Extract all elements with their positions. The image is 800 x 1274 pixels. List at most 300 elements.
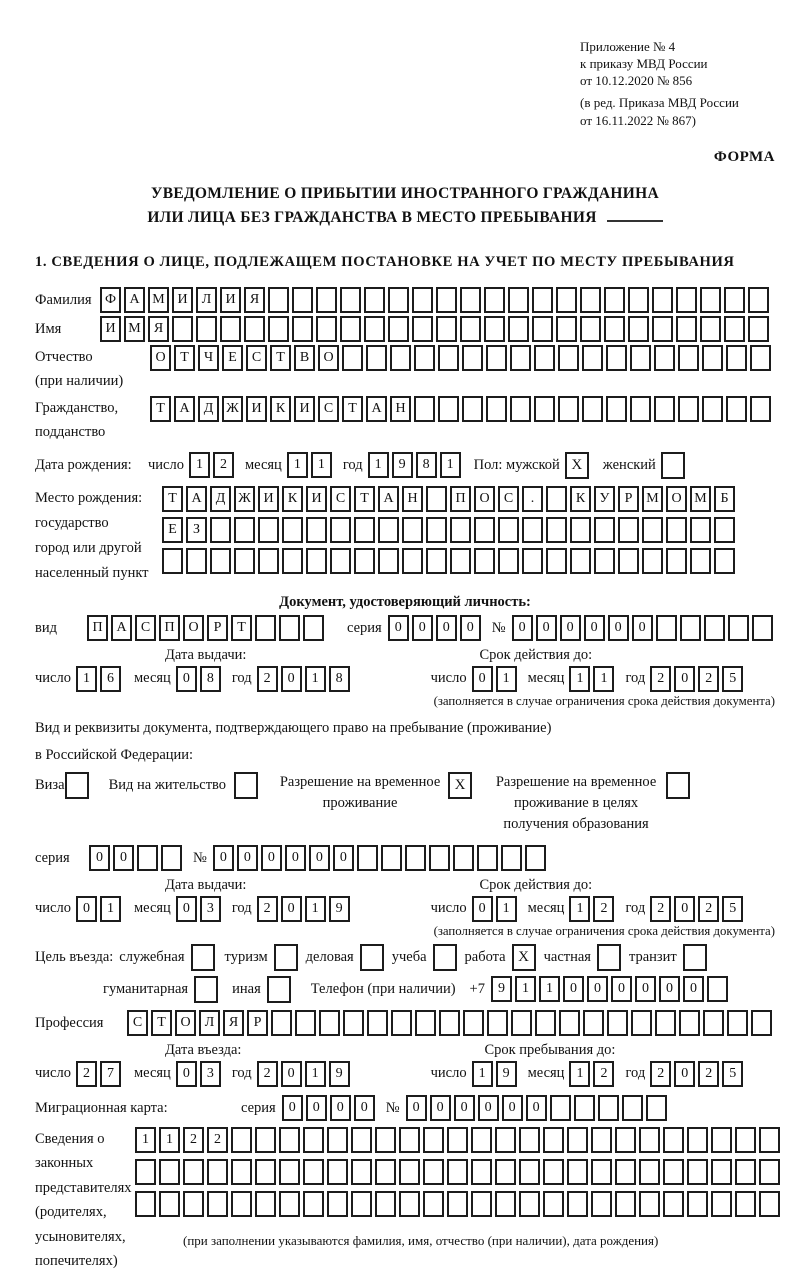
char-cell[interactable]: М bbox=[148, 287, 169, 313]
char-cell[interactable] bbox=[646, 1095, 667, 1121]
char-cell[interactable] bbox=[231, 1191, 252, 1217]
char-cell[interactable] bbox=[364, 287, 385, 313]
char-cell[interactable]: 1 bbox=[159, 1127, 180, 1153]
char-cell[interactable] bbox=[378, 548, 399, 574]
char-cell[interactable] bbox=[735, 1127, 756, 1153]
char-cell[interactable] bbox=[594, 517, 615, 543]
char-cell[interactable]: 0 bbox=[213, 845, 234, 871]
temp-residence-checkbox[interactable]: X bbox=[448, 772, 472, 799]
char-cell[interactable] bbox=[750, 396, 771, 422]
char-cell[interactable] bbox=[666, 517, 687, 543]
char-cell[interactable] bbox=[582, 345, 603, 371]
char-cell[interactable]: 2 bbox=[183, 1127, 204, 1153]
char-cell[interactable]: И bbox=[220, 287, 241, 313]
char-cell[interactable] bbox=[556, 287, 577, 313]
char-cell[interactable]: 9 bbox=[329, 1061, 350, 1087]
char-cell[interactable] bbox=[700, 287, 721, 313]
char-cell[interactable] bbox=[546, 517, 567, 543]
char-cell[interactable] bbox=[388, 316, 409, 342]
char-cell[interactable]: И bbox=[306, 486, 327, 512]
char-cell[interactable] bbox=[567, 1191, 588, 1217]
char-cell[interactable] bbox=[453, 845, 474, 871]
char-cell[interactable]: 0 bbox=[478, 1095, 499, 1121]
char-cell[interactable] bbox=[532, 316, 553, 342]
char-cell[interactable] bbox=[759, 1127, 780, 1153]
char-cell[interactable] bbox=[279, 1191, 300, 1217]
char-cell[interactable] bbox=[639, 1191, 660, 1217]
char-cell[interactable] bbox=[550, 1095, 571, 1121]
char-cell[interactable] bbox=[340, 316, 361, 342]
char-cell[interactable]: 0 bbox=[587, 976, 608, 1002]
char-cell[interactable]: В bbox=[294, 345, 315, 371]
char-cell[interactable]: И bbox=[172, 287, 193, 313]
char-cell[interactable]: 0 bbox=[176, 666, 197, 692]
char-cell[interactable] bbox=[583, 1010, 604, 1036]
stay-day[interactable] bbox=[472, 1061, 520, 1087]
char-cell[interactable] bbox=[423, 1191, 444, 1217]
char-cell[interactable]: И bbox=[100, 316, 121, 342]
char-cell[interactable]: 1 bbox=[496, 666, 517, 692]
birthplace-cells-row1[interactable] bbox=[162, 486, 738, 512]
representatives-cells-row1[interactable] bbox=[135, 1127, 783, 1153]
char-cell[interactable] bbox=[704, 615, 725, 641]
migration-series-cells[interactable] bbox=[282, 1095, 378, 1121]
char-cell[interactable] bbox=[484, 287, 505, 313]
char-cell[interactable]: 1 bbox=[305, 1061, 326, 1087]
char-cell[interactable] bbox=[556, 316, 577, 342]
char-cell[interactable]: Т bbox=[150, 396, 171, 422]
char-cell[interactable]: Л bbox=[199, 1010, 220, 1036]
char-cell[interactable]: 1 bbox=[305, 666, 326, 692]
char-cell[interactable]: 0 bbox=[632, 615, 653, 641]
char-cell[interactable]: 9 bbox=[329, 896, 350, 922]
res-valid-month[interactable] bbox=[569, 896, 617, 922]
char-cell[interactable]: 8 bbox=[329, 666, 350, 692]
char-cell[interactable] bbox=[495, 1191, 516, 1217]
char-cell[interactable]: К bbox=[282, 486, 303, 512]
char-cell[interactable]: 1 bbox=[539, 976, 560, 1002]
id-issue-day[interactable] bbox=[76, 666, 124, 692]
char-cell[interactable] bbox=[642, 517, 663, 543]
char-cell[interactable] bbox=[759, 1159, 780, 1185]
char-cell[interactable]: 0 bbox=[472, 896, 493, 922]
char-cell[interactable] bbox=[690, 548, 711, 574]
char-cell[interactable]: 0 bbox=[436, 615, 457, 641]
char-cell[interactable]: О bbox=[175, 1010, 196, 1036]
char-cell[interactable]: 1 bbox=[496, 896, 517, 922]
char-cell[interactable] bbox=[546, 486, 567, 512]
char-cell[interactable] bbox=[511, 1010, 532, 1036]
char-cell[interactable] bbox=[319, 1010, 340, 1036]
char-cell[interactable] bbox=[558, 396, 579, 422]
char-cell[interactable] bbox=[487, 1010, 508, 1036]
char-cell[interactable] bbox=[306, 548, 327, 574]
char-cell[interactable] bbox=[447, 1191, 468, 1217]
purpose-official-checkbox[interactable] bbox=[191, 944, 215, 971]
char-cell[interactable] bbox=[303, 1191, 324, 1217]
char-cell[interactable]: Н bbox=[402, 486, 423, 512]
char-cell[interactable]: З bbox=[186, 517, 207, 543]
char-cell[interactable] bbox=[234, 548, 255, 574]
char-cell[interactable] bbox=[711, 1127, 732, 1153]
char-cell[interactable] bbox=[391, 1010, 412, 1036]
char-cell[interactable] bbox=[412, 287, 433, 313]
char-cell[interactable]: 2 bbox=[257, 896, 278, 922]
char-cell[interactable] bbox=[724, 287, 745, 313]
char-cell[interactable]: И bbox=[294, 396, 315, 422]
id-number-cells[interactable] bbox=[512, 615, 776, 641]
char-cell[interactable] bbox=[282, 548, 303, 574]
char-cell[interactable] bbox=[436, 287, 457, 313]
char-cell[interactable] bbox=[279, 1159, 300, 1185]
char-cell[interactable]: С bbox=[135, 615, 156, 641]
char-cell[interactable] bbox=[591, 1159, 612, 1185]
char-cell[interactable]: 0 bbox=[261, 845, 282, 871]
char-cell[interactable] bbox=[367, 1010, 388, 1036]
char-cell[interactable] bbox=[570, 517, 591, 543]
char-cell[interactable] bbox=[687, 1191, 708, 1217]
char-cell[interactable]: П bbox=[450, 486, 471, 512]
char-cell[interactable]: Я bbox=[244, 287, 265, 313]
char-cell[interactable]: 2 bbox=[76, 1061, 97, 1087]
purpose-business-checkbox[interactable] bbox=[360, 944, 384, 971]
char-cell[interactable]: 2 bbox=[698, 1061, 719, 1087]
char-cell[interactable] bbox=[687, 1159, 708, 1185]
char-cell[interactable]: П bbox=[87, 615, 108, 641]
char-cell[interactable] bbox=[366, 345, 387, 371]
char-cell[interactable] bbox=[244, 316, 265, 342]
char-cell[interactable] bbox=[447, 1127, 468, 1153]
char-cell[interactable]: 0 bbox=[611, 976, 632, 1002]
char-cell[interactable]: Я bbox=[223, 1010, 244, 1036]
char-cell[interactable]: О bbox=[183, 615, 204, 641]
entry-year[interactable] bbox=[257, 1061, 353, 1087]
char-cell[interactable]: 9 bbox=[496, 1061, 517, 1087]
char-cell[interactable] bbox=[474, 517, 495, 543]
char-cell[interactable] bbox=[522, 517, 543, 543]
char-cell[interactable]: 2 bbox=[213, 452, 234, 478]
char-cell[interactable] bbox=[390, 345, 411, 371]
char-cell[interactable]: 0 bbox=[536, 615, 557, 641]
char-cell[interactable]: 2 bbox=[698, 896, 719, 922]
char-cell[interactable]: О bbox=[318, 345, 339, 371]
char-cell[interactable] bbox=[258, 548, 279, 574]
char-cell[interactable] bbox=[316, 316, 337, 342]
purpose-private-checkbox[interactable] bbox=[597, 944, 621, 971]
char-cell[interactable]: 1 bbox=[368, 452, 389, 478]
char-cell[interactable]: Т bbox=[151, 1010, 172, 1036]
representatives-cells-row2[interactable] bbox=[135, 1159, 783, 1185]
char-cell[interactable]: 0 bbox=[281, 1061, 302, 1087]
birthplace-cells-row3[interactable] bbox=[162, 548, 738, 574]
char-cell[interactable] bbox=[735, 1159, 756, 1185]
char-cell[interactable] bbox=[357, 845, 378, 871]
char-cell[interactable]: К bbox=[270, 396, 291, 422]
char-cell[interactable]: 0 bbox=[282, 1095, 303, 1121]
char-cell[interactable]: 1 bbox=[440, 452, 461, 478]
char-cell[interactable] bbox=[375, 1127, 396, 1153]
res-issue-day[interactable] bbox=[76, 896, 124, 922]
entry-month[interactable] bbox=[176, 1061, 224, 1087]
char-cell[interactable] bbox=[330, 548, 351, 574]
char-cell[interactable] bbox=[292, 316, 313, 342]
char-cell[interactable]: 0 bbox=[560, 615, 581, 641]
char-cell[interactable] bbox=[580, 316, 601, 342]
char-cell[interactable] bbox=[519, 1191, 540, 1217]
char-cell[interactable] bbox=[591, 1127, 612, 1153]
char-cell[interactable] bbox=[439, 1010, 460, 1036]
char-cell[interactable] bbox=[750, 345, 771, 371]
char-cell[interactable]: 0 bbox=[454, 1095, 475, 1121]
char-cell[interactable] bbox=[474, 548, 495, 574]
char-cell[interactable] bbox=[652, 287, 673, 313]
char-cell[interactable] bbox=[268, 287, 289, 313]
char-cell[interactable] bbox=[495, 1159, 516, 1185]
char-cell[interactable]: 2 bbox=[593, 896, 614, 922]
char-cell[interactable] bbox=[255, 1159, 276, 1185]
char-cell[interactable] bbox=[748, 287, 769, 313]
id-issue-month[interactable] bbox=[176, 666, 224, 692]
char-cell[interactable]: Я bbox=[148, 316, 169, 342]
char-cell[interactable] bbox=[654, 396, 675, 422]
char-cell[interactable] bbox=[234, 517, 255, 543]
char-cell[interactable] bbox=[316, 287, 337, 313]
char-cell[interactable] bbox=[423, 1127, 444, 1153]
char-cell[interactable]: 1 bbox=[472, 1061, 493, 1087]
char-cell[interactable]: 2 bbox=[593, 1061, 614, 1087]
char-cell[interactable] bbox=[714, 517, 735, 543]
char-cell[interactable] bbox=[450, 517, 471, 543]
char-cell[interactable] bbox=[598, 1095, 619, 1121]
patronymic-cells[interactable] bbox=[150, 345, 774, 371]
char-cell[interactable] bbox=[423, 1159, 444, 1185]
char-cell[interactable] bbox=[231, 1127, 252, 1153]
char-cell[interactable]: А bbox=[111, 615, 132, 641]
char-cell[interactable] bbox=[525, 845, 546, 871]
char-cell[interactable] bbox=[558, 345, 579, 371]
char-cell[interactable]: С bbox=[330, 486, 351, 512]
res-issue-month[interactable] bbox=[176, 896, 224, 922]
char-cell[interactable] bbox=[161, 845, 182, 871]
char-cell[interactable] bbox=[255, 615, 276, 641]
char-cell[interactable] bbox=[618, 548, 639, 574]
char-cell[interactable] bbox=[724, 316, 745, 342]
char-cell[interactable] bbox=[354, 548, 375, 574]
residence-permit-checkbox[interactable] bbox=[234, 772, 258, 799]
char-cell[interactable]: 0 bbox=[460, 615, 481, 641]
char-cell[interactable] bbox=[402, 548, 423, 574]
char-cell[interactable] bbox=[351, 1159, 372, 1185]
char-cell[interactable] bbox=[306, 517, 327, 543]
char-cell[interactable]: 1 bbox=[189, 452, 210, 478]
char-cell[interactable] bbox=[135, 1191, 156, 1217]
char-cell[interactable]: 1 bbox=[593, 666, 614, 692]
char-cell[interactable] bbox=[207, 1159, 228, 1185]
char-cell[interactable] bbox=[343, 1010, 364, 1036]
char-cell[interactable]: А bbox=[174, 396, 195, 422]
char-cell[interactable] bbox=[327, 1127, 348, 1153]
purpose-transit-checkbox[interactable] bbox=[683, 944, 707, 971]
char-cell[interactable] bbox=[463, 1010, 484, 1036]
char-cell[interactable]: 0 bbox=[89, 845, 110, 871]
char-cell[interactable]: 3 bbox=[200, 1061, 221, 1087]
char-cell[interactable] bbox=[519, 1127, 540, 1153]
char-cell[interactable]: Т bbox=[270, 345, 291, 371]
char-cell[interactable] bbox=[462, 396, 483, 422]
char-cell[interactable]: 5 bbox=[722, 1061, 743, 1087]
char-cell[interactable] bbox=[495, 1127, 516, 1153]
char-cell[interactable] bbox=[622, 1095, 643, 1121]
purpose-other-checkbox[interactable] bbox=[267, 976, 291, 1003]
char-cell[interactable]: 2 bbox=[257, 1061, 278, 1087]
char-cell[interactable] bbox=[220, 316, 241, 342]
char-cell[interactable] bbox=[574, 1095, 595, 1121]
char-cell[interactable] bbox=[271, 1010, 292, 1036]
char-cell[interactable] bbox=[690, 517, 711, 543]
char-cell[interactable] bbox=[447, 1159, 468, 1185]
char-cell[interactable]: 2 bbox=[698, 666, 719, 692]
char-cell[interactable] bbox=[460, 316, 481, 342]
char-cell[interactable] bbox=[687, 1127, 708, 1153]
char-cell[interactable]: 0 bbox=[635, 976, 656, 1002]
char-cell[interactable]: 0 bbox=[285, 845, 306, 871]
id-valid-month[interactable] bbox=[569, 666, 617, 692]
purpose-tourism-checkbox[interactable] bbox=[274, 944, 298, 971]
char-cell[interactable]: 0 bbox=[306, 1095, 327, 1121]
surname-cells[interactable] bbox=[100, 287, 772, 313]
char-cell[interactable]: 0 bbox=[176, 896, 197, 922]
char-cell[interactable]: 0 bbox=[683, 976, 704, 1002]
char-cell[interactable] bbox=[268, 316, 289, 342]
char-cell[interactable]: О bbox=[150, 345, 171, 371]
char-cell[interactable]: 0 bbox=[388, 615, 409, 641]
residence-series-cells[interactable] bbox=[89, 845, 185, 871]
char-cell[interactable] bbox=[405, 845, 426, 871]
char-cell[interactable] bbox=[543, 1191, 564, 1217]
char-cell[interactable]: Р bbox=[207, 615, 228, 641]
representatives-cells-row3[interactable] bbox=[135, 1191, 783, 1217]
char-cell[interactable] bbox=[412, 316, 433, 342]
char-cell[interactable]: 0 bbox=[526, 1095, 547, 1121]
char-cell[interactable] bbox=[639, 1159, 660, 1185]
char-cell[interactable]: И bbox=[258, 486, 279, 512]
char-cell[interactable]: 0 bbox=[406, 1095, 427, 1121]
char-cell[interactable]: О bbox=[474, 486, 495, 512]
char-cell[interactable]: 0 bbox=[608, 615, 629, 641]
char-cell[interactable] bbox=[486, 396, 507, 422]
char-cell[interactable]: Р bbox=[618, 486, 639, 512]
char-cell[interactable]: 1 bbox=[76, 666, 97, 692]
char-cell[interactable] bbox=[295, 1010, 316, 1036]
char-cell[interactable]: М bbox=[690, 486, 711, 512]
char-cell[interactable]: 3 bbox=[200, 896, 221, 922]
char-cell[interactable] bbox=[656, 615, 677, 641]
char-cell[interactable] bbox=[714, 548, 735, 574]
char-cell[interactable] bbox=[159, 1191, 180, 1217]
char-cell[interactable] bbox=[354, 517, 375, 543]
char-cell[interactable] bbox=[702, 396, 723, 422]
char-cell[interactable]: 0 bbox=[354, 1095, 375, 1121]
purpose-humanitarian-checkbox[interactable] bbox=[194, 976, 218, 1003]
char-cell[interactable] bbox=[654, 345, 675, 371]
char-cell[interactable] bbox=[655, 1010, 676, 1036]
char-cell[interactable]: 0 bbox=[674, 666, 695, 692]
char-cell[interactable]: 0 bbox=[502, 1095, 523, 1121]
char-cell[interactable] bbox=[303, 1127, 324, 1153]
purpose-work-checkbox[interactable]: X bbox=[512, 944, 536, 971]
citizenship-cells[interactable] bbox=[150, 396, 774, 422]
res-valid-day[interactable] bbox=[472, 896, 520, 922]
char-cell[interactable] bbox=[426, 548, 447, 574]
char-cell[interactable] bbox=[351, 1127, 372, 1153]
char-cell[interactable] bbox=[751, 1010, 772, 1036]
char-cell[interactable] bbox=[279, 1127, 300, 1153]
char-cell[interactable]: Т bbox=[231, 615, 252, 641]
char-cell[interactable] bbox=[728, 615, 749, 641]
char-cell[interactable] bbox=[471, 1127, 492, 1153]
char-cell[interactable] bbox=[707, 976, 728, 1002]
char-cell[interactable] bbox=[183, 1191, 204, 1217]
char-cell[interactable] bbox=[498, 548, 519, 574]
char-cell[interactable] bbox=[711, 1159, 732, 1185]
char-cell[interactable] bbox=[210, 548, 231, 574]
id-series-cells[interactable] bbox=[388, 615, 484, 641]
char-cell[interactable] bbox=[414, 345, 435, 371]
char-cell[interactable] bbox=[486, 345, 507, 371]
char-cell[interactable] bbox=[607, 1010, 628, 1036]
char-cell[interactable] bbox=[399, 1127, 420, 1153]
char-cell[interactable] bbox=[378, 517, 399, 543]
char-cell[interactable] bbox=[210, 517, 231, 543]
res-valid-year[interactable] bbox=[650, 896, 746, 922]
char-cell[interactable]: 0 bbox=[281, 896, 302, 922]
char-cell[interactable] bbox=[498, 517, 519, 543]
char-cell[interactable]: 1 bbox=[569, 666, 590, 692]
char-cell[interactable]: 2 bbox=[257, 666, 278, 692]
char-cell[interactable] bbox=[711, 1191, 732, 1217]
char-cell[interactable]: 0 bbox=[472, 666, 493, 692]
char-cell[interactable] bbox=[726, 345, 747, 371]
char-cell[interactable]: 9 bbox=[392, 452, 413, 478]
char-cell[interactable]: Н bbox=[390, 396, 411, 422]
char-cell[interactable]: 1 bbox=[569, 896, 590, 922]
char-cell[interactable]: 0 bbox=[674, 1061, 695, 1087]
char-cell[interactable]: 0 bbox=[674, 896, 695, 922]
char-cell[interactable]: А bbox=[124, 287, 145, 313]
char-cell[interactable]: 0 bbox=[113, 845, 134, 871]
char-cell[interactable]: 7 bbox=[100, 1061, 121, 1087]
char-cell[interactable] bbox=[510, 396, 531, 422]
char-cell[interactable]: 0 bbox=[330, 1095, 351, 1121]
char-cell[interactable]: О bbox=[666, 486, 687, 512]
residence-number-cells[interactable] bbox=[213, 845, 549, 871]
char-cell[interactable]: 1 bbox=[135, 1127, 156, 1153]
char-cell[interactable]: 0 bbox=[237, 845, 258, 871]
char-cell[interactable]: 2 bbox=[650, 1061, 671, 1087]
char-cell[interactable] bbox=[426, 517, 447, 543]
char-cell[interactable] bbox=[752, 615, 773, 641]
char-cell[interactable]: С bbox=[246, 345, 267, 371]
visa-checkbox[interactable] bbox=[65, 772, 89, 799]
char-cell[interactable]: М bbox=[642, 486, 663, 512]
char-cell[interactable] bbox=[508, 287, 529, 313]
char-cell[interactable] bbox=[388, 287, 409, 313]
char-cell[interactable] bbox=[639, 1127, 660, 1153]
char-cell[interactable] bbox=[679, 1010, 700, 1036]
char-cell[interactable] bbox=[532, 287, 553, 313]
char-cell[interactable] bbox=[642, 548, 663, 574]
char-cell[interactable] bbox=[375, 1191, 396, 1217]
